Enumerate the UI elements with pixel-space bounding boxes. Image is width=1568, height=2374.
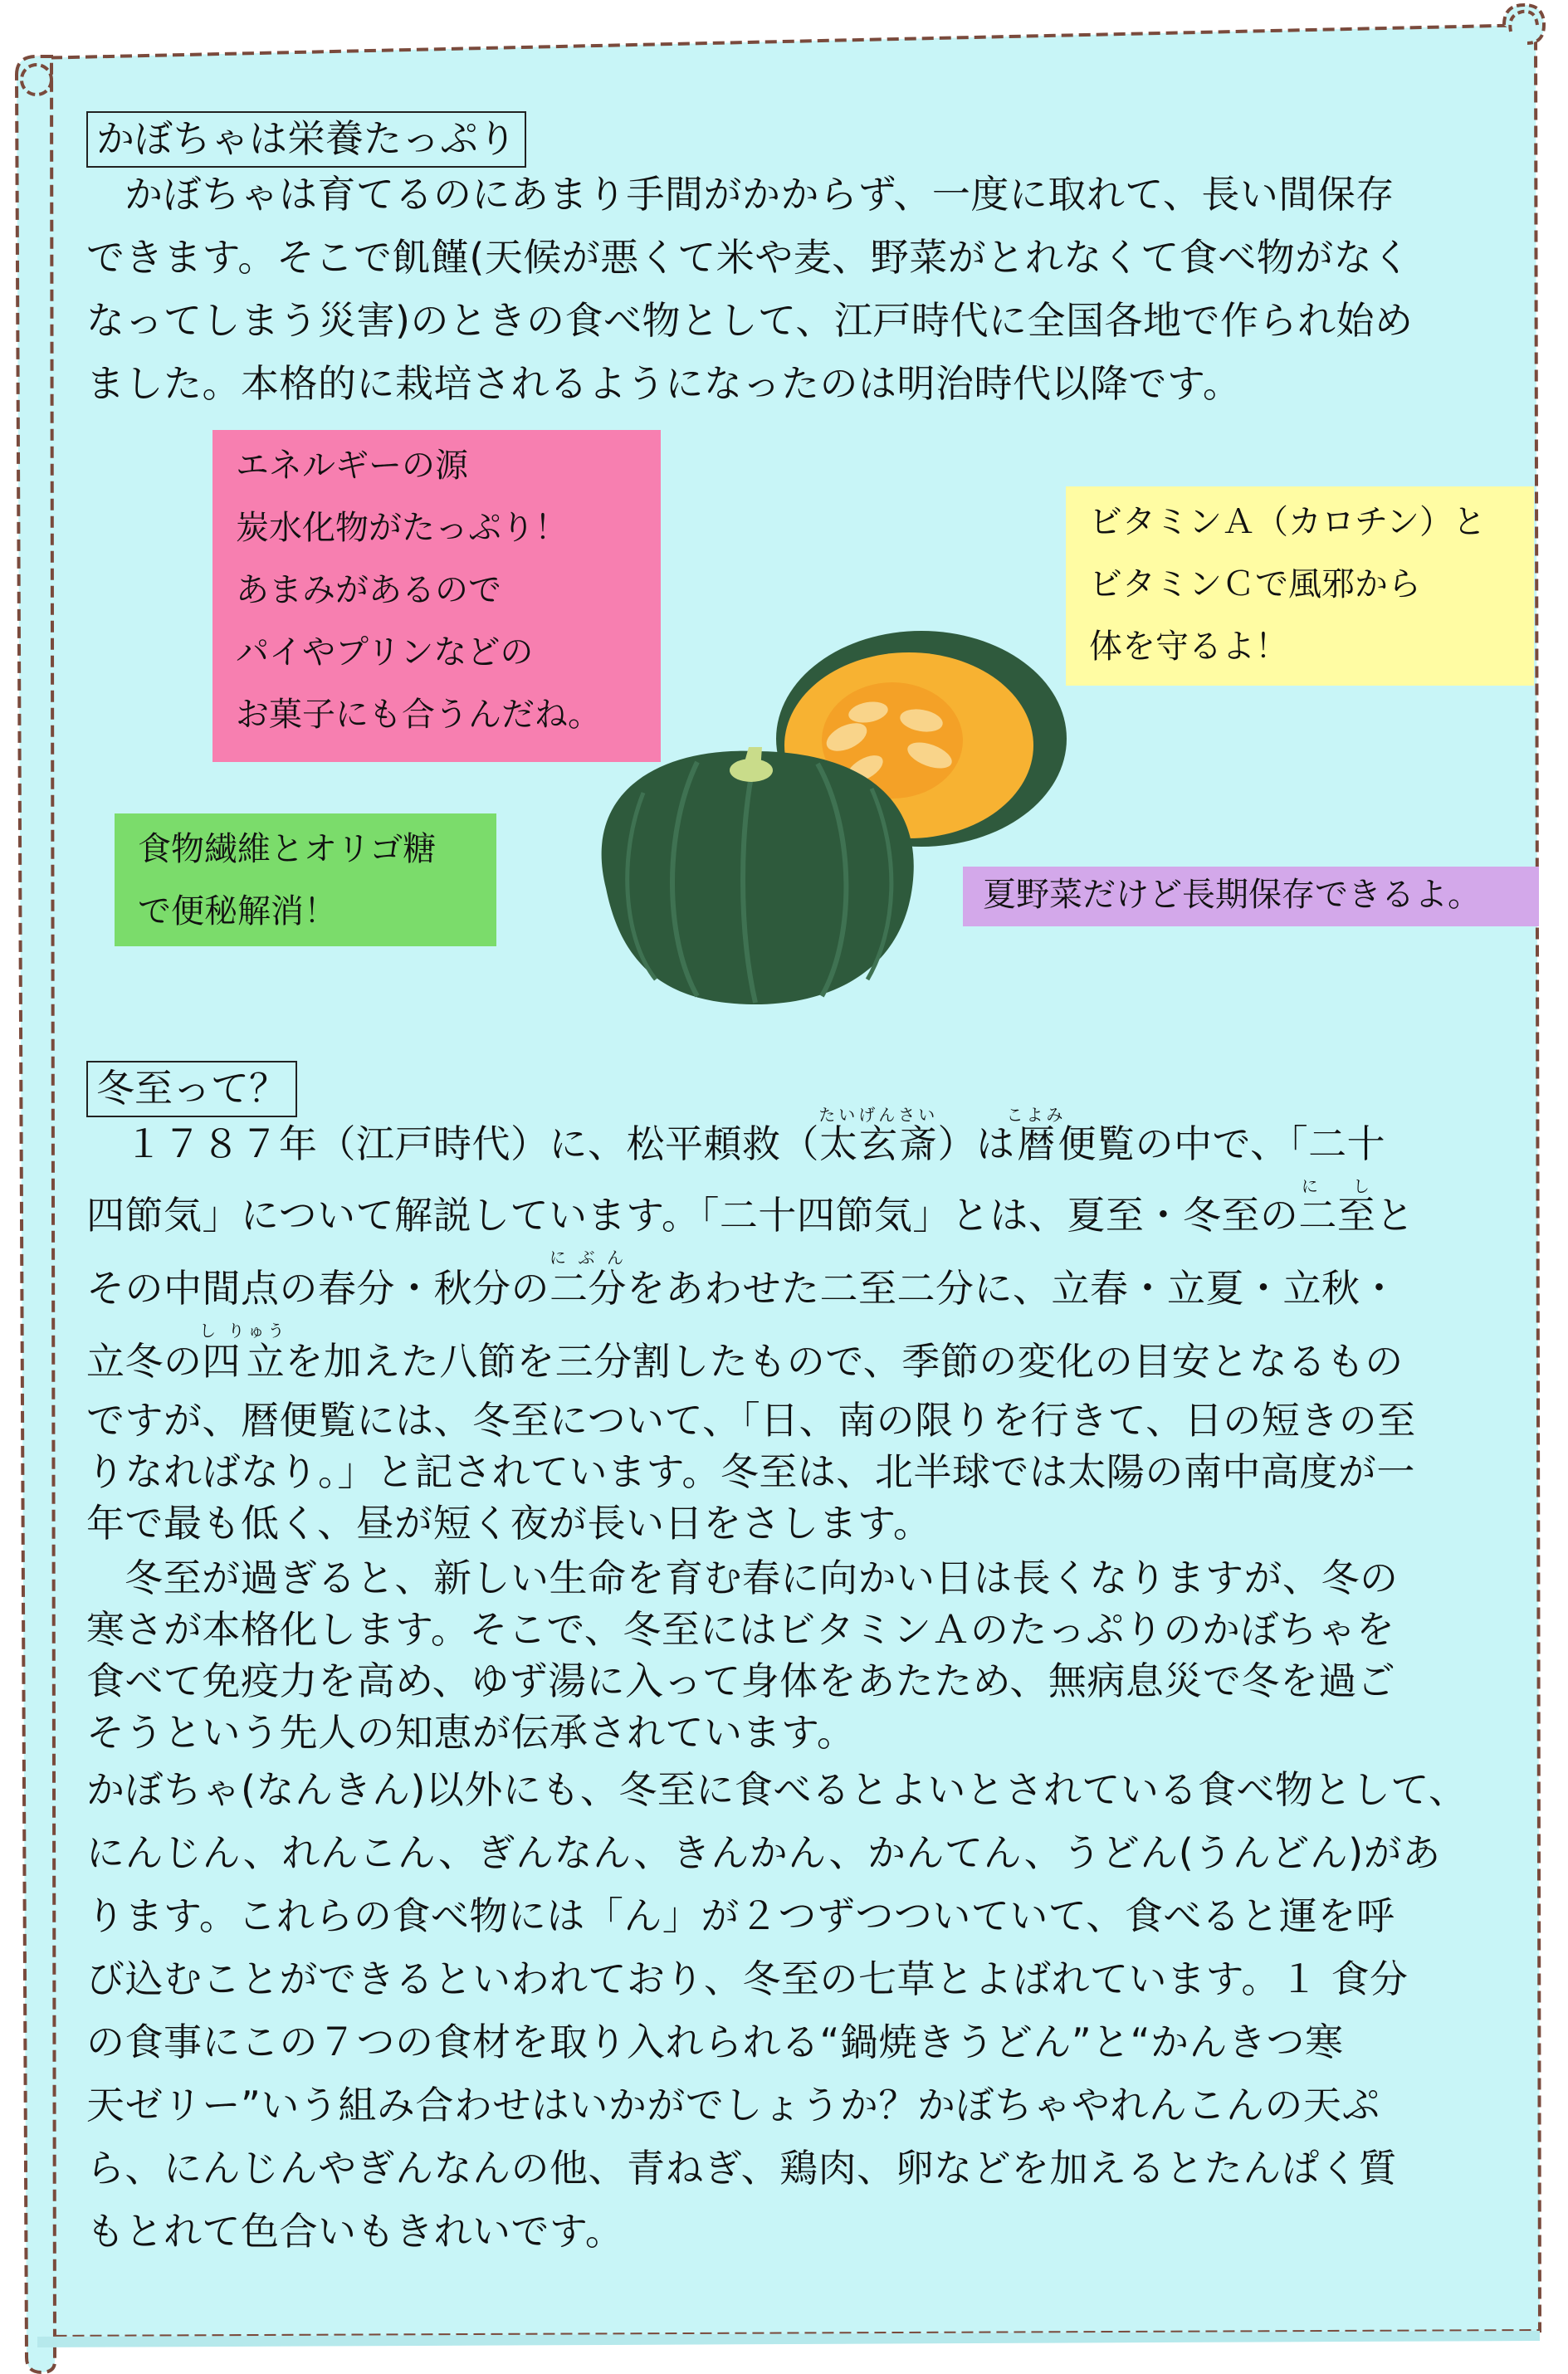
callout-line: 食物繊維とオリゴ糖	[138, 830, 437, 868]
ruby-taigensai: 太玄斎たいげんさい	[818, 1105, 939, 1166]
text-line: かぼちゃは育てるのにあまり手間がかからず、一度に取れて、長い間保存	[125, 172, 1395, 217]
toji-paragraph-3	[86, 1758, 1547, 2263]
kabocha-intro-paragraph	[86, 163, 1547, 415]
text-line: 年で最も低く、昼が短く夜が長い日をさします。	[86, 1501, 932, 1546]
ruby-nishi: 二至に し	[1298, 1176, 1376, 1238]
toji-paragraph-1	[86, 1106, 1547, 1395]
callout-line: お菓子にも合うんだね。	[236, 696, 601, 734]
toji-paragraph-1-cont	[86, 1395, 1547, 1549]
callout-line: パイやプリンなどの	[236, 633, 534, 672]
text-line: かぼちゃ(なんきん)以外にも、冬至に食べるとよいとされている食べ物として、	[86, 1767, 1468, 1812]
whole-pumpkin-icon	[602, 747, 914, 1004]
text-line: １７８７年（江戸時代）に、松平頼救（太玄斎たいげんさい）は暦こよみ便覧の中で、「二十	[125, 1105, 1386, 1166]
text-line: その中間点の春分・秋分の二分に ぶ んをあわせた二至二分に、立春・立夏・立秋・	[86, 1248, 1399, 1311]
callout-line: エネルギーの源	[236, 447, 468, 485]
callout-line: 体を守るよ！	[1089, 628, 1288, 666]
callout-line: で便秘解消！	[138, 892, 337, 931]
text-line: び込むことができるといわれており、冬至の七草とよばれています。１ 食分	[86, 1956, 1409, 2001]
text-line: ですが、暦便覧には、冬至について、「日、南の限りを行きて、日の短きの至	[86, 1398, 1416, 1443]
text-line: 天ゼリー”いう組み合わせはいかがでしょうか？かぼちゃやれんこんの天ぷ	[86, 2083, 1380, 2127]
text-line: 四節気」について解説しています。「二十四節気」とは、夏至・冬至の二至に しと	[86, 1176, 1414, 1238]
text-line: できます。そこで飢饉(天候が悪くて米や麦、野菜がとれなくて食べ物がなく	[86, 235, 1411, 280]
text-line: 立冬の四立し りゅうを加えた八節を三分割したもので、季節の変化の目安となるもの	[86, 1321, 1404, 1384]
text-line: 冬至が過ぎると、新しい生命を育む春に向かい日は長くなりますが、冬の	[125, 1556, 1399, 1600]
ruby-shiryu: 四立し りゅう	[199, 1321, 288, 1384]
text-line: そうという先人の知恵が伝承されています。	[86, 1710, 856, 1755]
text-line: なってしまう災害)のときの食べ物として、江戸時代に全国各地で作られ始め	[86, 298, 1414, 343]
callout-line: 夏野菜だけど長期保存できるよ。	[983, 876, 1481, 914]
callout-line: 炭水化物がたっぷり！	[236, 509, 568, 547]
ruby-nibun: 二分に ぶ ん	[550, 1248, 627, 1311]
section-heading-toji: 冬至って？	[86, 1061, 297, 1117]
callout-line: あまみがあるので	[236, 571, 501, 609]
text-line: ました。本格的に栽培されるようになったのは明治時代以降です。	[86, 361, 1242, 406]
callout-line: ビタミンＣで風邪から	[1089, 565, 1421, 603]
text-line: にんじん、れんこん、ぎんなん、きんかん、かんてん、うどん(うんどん)があ	[86, 1830, 1441, 1875]
callout-line: ビタミンＡ（カロチン）と	[1089, 503, 1486, 541]
text-line: の食事にこの７つの食材を取り入れられる“鍋焼きうどん”と“かんきつ寒	[86, 2020, 1344, 2064]
toji-paragraph-2	[86, 1552, 1547, 1758]
fiber-callout	[115, 813, 496, 946]
text-line: ら、にんじんやぎんなんの他、青ねぎ、鶏肉、卵などを加えるとたんぱく質	[86, 2146, 1398, 2191]
pumpkin-illustration	[573, 614, 1071, 1029]
text-line: ります。これらの食べ物には「ん」が２つずつついていて、食べると運を呼	[86, 1893, 1395, 1938]
section-heading-kabocha-nutrition: かぼちゃは栄養たっぷり	[86, 111, 526, 168]
vitamin-callout	[1066, 486, 1534, 686]
text-line: りなればなり。」と記されています。冬至は、北半球では太陽の南中高度が一	[86, 1449, 1415, 1494]
ruby-koyomi: 暦こよみ	[1006, 1105, 1067, 1166]
text-line: もとれて色合いもきれいです。	[86, 2209, 624, 2254]
text-line: 食べて免疫力を高め、ゆず湯に入って身体をあたため、無病息災で冬を過ご	[86, 1658, 1396, 1703]
text-line: 寒さが本格化します。そこで、冬至にはビタミンＡのたっぷりのかぼちゃを	[86, 1607, 1395, 1652]
